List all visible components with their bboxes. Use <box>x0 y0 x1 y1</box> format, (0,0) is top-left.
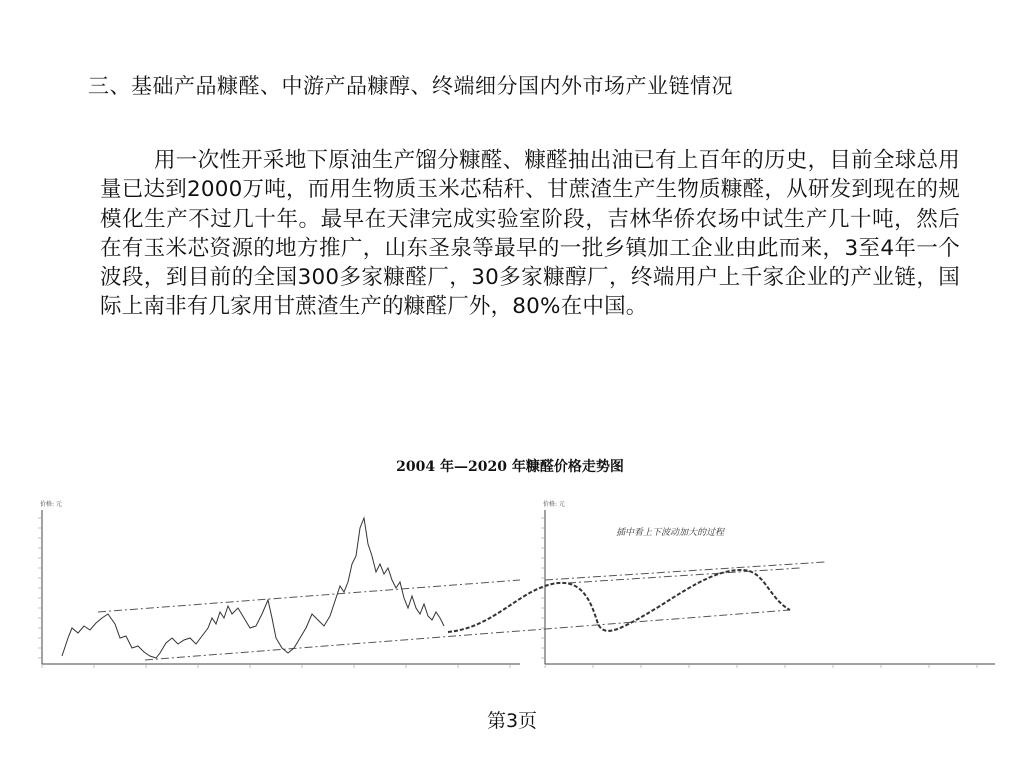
channel-upper-line-left <box>98 580 520 612</box>
right-axis-label: 价格: 元 <box>543 501 565 508</box>
price-trend-svg <box>20 488 1020 688</box>
axis-ticks <box>38 518 977 668</box>
channel-lower-line <box>145 610 790 660</box>
historical-price-line <box>62 518 444 658</box>
channel-top-line <box>545 562 825 580</box>
chart-annotation: 插中看上下波动加大的过程 <box>616 528 725 538</box>
slide-heading: 三、基础产品糠醛、中游产品糠醇、终端细分国内外市场产业链情况 <box>88 74 733 98</box>
price-trend-chart <box>20 488 1020 688</box>
slide-paragraph: 用一次性开采地下原油生产馏分糠醛、糠醛抽出油已有上百年的历史，目前全球总用量已达到2000万吨，而用生物质玉米芯秸秆、甘蔗渣生产生物质糠醛，从研发到现在的规模化生产不过几十年。最早在天津完成实验室阶段，吉林华侨农场中试生产几十吨，然后在有玉米芯资源的地方推广，山东圣泉等最早的一批乡镇加工企业由此而来，3至4年一个波段，到目前的全国300多家糠醛厂，30多家糠醇厂，终端用户上千家企业的产业链，国际上南非有几家用甘蔗渣生产的糠醛厂外，80%在中国。 <box>100 148 960 320</box>
left-axis-label: 价格: 元 <box>40 501 62 508</box>
chart-title: 2004 年—2020 年糠醛价格走势图 <box>396 459 624 475</box>
page-number: 第3页 <box>486 710 538 732</box>
channel-upper-line-right <box>568 568 800 583</box>
